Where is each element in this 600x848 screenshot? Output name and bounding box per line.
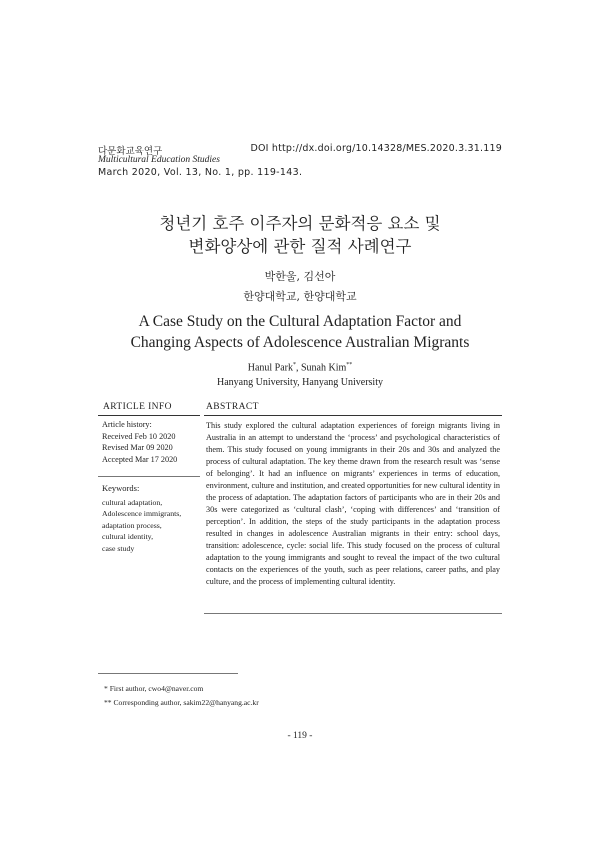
issue-info: March 2020, Vol. 13, No. 1, pp. 119-143.: [98, 167, 303, 178]
english-title-line-2: Changing Aspects of Adolescence Australian Migrants: [130, 334, 470, 351]
revised-date: Revised Mar 09 2020: [102, 443, 173, 452]
keywords-divider: [98, 476, 200, 477]
journal-title-english: Multicultural Education Studies: [98, 155, 220, 165]
korean-title: [0, 212, 600, 258]
keywords-heading: Keywords:: [102, 483, 140, 493]
abstract-body: This study explored the cultural adaptation experiences of foreign migrants living in Australia in an attempt to understand the ‘process’ and psychological characteristics of them. This study focused on young immigrants in their 20s and 30s and analyzed the process of cultural adaptation. The key theme drawn from the research result was ‘sense of belonging’. It had an influence on migrants’ experiences in terms of education, environment, culture and institution, and created opportunities for new cultural identity in the process of adaptation. The adaptation factors of participants who are in their 20s and 30s were categorized as ‘cultural clash’, ‘coping with differences’ and ‘transition of perception’. In addition, the steps of the study participants in the adaptation process resulted in changes in adolescence Australian migrants in their entry: school days, transition: adolescence, cycle: social life. This study focused on the process of cultural adaptation to the young immigrants and sought to reveal the impact of the two cultural contacts on the experiences of the youth, such as peer relations, career paths, and play culture, and the process of implementing cultural identity.: [206, 421, 500, 586]
keyword: cultural adaptation,: [102, 498, 163, 507]
footnote-rule: [98, 673, 238, 674]
abstract-bottom-rule: [204, 613, 502, 614]
footnote-first-author: * First author, cwo4@naver.com: [104, 684, 204, 693]
korean-title-line-1: 청년기 호주 이주자의 문화적응 요소 및: [159, 214, 441, 233]
authors-english: [0, 362, 600, 373]
keyword: Adolescence immigrants,: [102, 509, 182, 519]
history-label: Article history:: [102, 420, 152, 429]
footnote-corresponding-author: ** Corresponding author, sakim22@hanyang.ac.kr: [104, 698, 259, 707]
page-number: - 119 -: [287, 731, 313, 741]
author-1-name: Hanul Park: [247, 362, 293, 374]
received-date: Received Feb 10 2020: [102, 431, 176, 441]
abstract-rule: [204, 415, 502, 416]
affiliation-korean: 한양대학교, 한양대학교: [243, 290, 357, 303]
keyword: adaptation process,: [102, 520, 162, 530]
keyword: cultural identity,: [102, 532, 154, 542]
affiliation-english: Hanyang University, Hanyang University: [217, 377, 383, 388]
korean-title-line-2: 변화양상에 관한 질적 사례연구: [188, 237, 412, 256]
authors-korean: 박한울, 김선아: [264, 270, 336, 283]
article-info-heading: ARTICLE INFO: [103, 402, 172, 412]
author-separator: ,: [296, 362, 301, 374]
accepted-date: Accepted Mar 17 2020: [102, 454, 178, 464]
keywords-list: [102, 497, 181, 554]
author-1-mark: *: [293, 362, 296, 368]
author-2-name: Sunah Kim: [301, 362, 347, 374]
article-info-rule: [98, 415, 200, 416]
english-title-line-1: A Case Study on the Cultural Adaptation Factor and: [138, 313, 462, 330]
journal-title-korean: 다문화교육연구: [98, 146, 163, 157]
doi-link[interactable]: DOI http://dx.doi.org/10.14328/MES.2020.3.31.119: [250, 143, 502, 154]
keyword: case study: [102, 543, 135, 553]
english-title: [0, 311, 600, 353]
author-2-mark: **: [346, 362, 353, 368]
abstract-heading: ABSTRACT: [206, 402, 259, 412]
article-history: [102, 419, 177, 465]
